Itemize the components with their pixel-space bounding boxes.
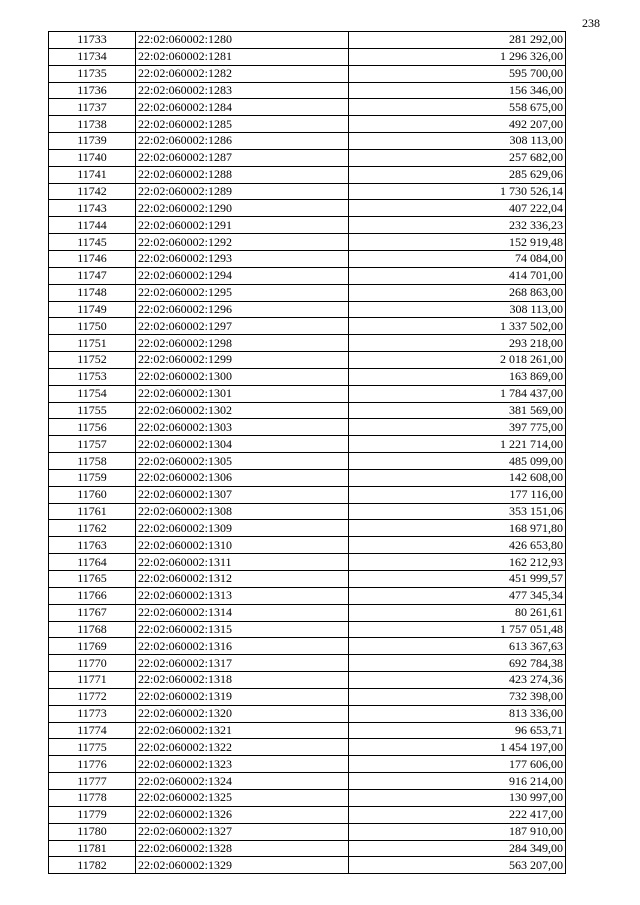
cadastral-value-cell: 152 919,48	[349, 234, 566, 251]
row-number-cell: 11767	[49, 604, 136, 621]
cadastral-number-cell: 22:02:060002:1297	[136, 318, 349, 335]
cadastral-value-cell: 485 099,00	[349, 453, 566, 470]
row-number-cell: 11779	[49, 806, 136, 823]
table-row	[49, 486, 566, 503]
cadastral-value-cell: 142 608,00	[349, 469, 566, 486]
cadastral-number-cell: 22:02:060002:1324	[136, 773, 349, 790]
cadastral-value-cell: 308 113,00	[349, 301, 566, 318]
cadastral-value-cell: 222 417,00	[349, 806, 566, 823]
cadastral-number-cell: 22:02:060002:1327	[136, 823, 349, 840]
table-row	[49, 739, 566, 756]
table-row	[49, 436, 566, 453]
cadastral-value-cell: 177 606,00	[349, 756, 566, 773]
row-number-cell: 11763	[49, 537, 136, 554]
table-row	[49, 419, 566, 436]
table-row	[49, 284, 566, 301]
cadastral-number-cell: 22:02:060002:1320	[136, 705, 349, 722]
cadastral-number-cell: 22:02:060002:1307	[136, 486, 349, 503]
cadastral-value-cell: 1 730 526,14	[349, 183, 566, 200]
cadastral-number-cell: 22:02:060002:1287	[136, 149, 349, 166]
table-row	[49, 149, 566, 166]
row-number-cell: 11737	[49, 99, 136, 116]
cadastral-value-cell: 268 863,00	[349, 284, 566, 301]
cadastral-value-cell: 187 910,00	[349, 823, 566, 840]
table-row	[49, 183, 566, 200]
table-row	[49, 756, 566, 773]
cadastral-value-cell: 1 784 437,00	[349, 385, 566, 402]
page-number: 238	[582, 16, 600, 30]
cadastral-value-cell: 813 336,00	[349, 705, 566, 722]
cadastral-value-cell: 168 971,80	[349, 520, 566, 537]
cadastral-number-cell: 22:02:060002:1302	[136, 402, 349, 419]
table-row	[49, 688, 566, 705]
table-row	[49, 402, 566, 419]
cadastral-value-cell: 1 221 714,00	[349, 436, 566, 453]
row-number-cell: 11748	[49, 284, 136, 301]
row-number-cell: 11756	[49, 419, 136, 436]
cadastral-number-cell: 22:02:060002:1285	[136, 116, 349, 133]
table-row	[49, 318, 566, 335]
cadastral-number-cell: 22:02:060002:1311	[136, 554, 349, 571]
cadastral-value-cell: 2 018 261,00	[349, 352, 566, 369]
cadastral-value-cell: 232 336,23	[349, 217, 566, 234]
cadastral-number-cell: 22:02:060002:1308	[136, 503, 349, 520]
cadastral-number-cell: 22:02:060002:1303	[136, 419, 349, 436]
table-row	[49, 385, 566, 402]
table-row	[49, 82, 566, 99]
table-row	[49, 335, 566, 352]
cadastral-value-cell: 492 207,00	[349, 116, 566, 133]
cadastral-value-cell: 916 214,00	[349, 773, 566, 790]
cadastral-value-cell: 74 084,00	[349, 250, 566, 267]
cadastral-number-cell: 22:02:060002:1301	[136, 385, 349, 402]
table-row	[49, 469, 566, 486]
table-row	[49, 200, 566, 217]
cadastral-value-cell: 732 398,00	[349, 688, 566, 705]
cadastral-number-cell: 22:02:060002:1291	[136, 217, 349, 234]
cadastral-value-cell: 285 629,06	[349, 166, 566, 183]
row-number-cell: 11741	[49, 166, 136, 183]
table-row	[49, 503, 566, 520]
row-number-cell: 11774	[49, 722, 136, 739]
cadastral-number-cell: 22:02:060002:1317	[136, 655, 349, 672]
cadastral-number-cell: 22:02:060002:1306	[136, 469, 349, 486]
cadastral-number-cell: 22:02:060002:1326	[136, 806, 349, 823]
row-number-cell: 11749	[49, 301, 136, 318]
table-row	[49, 638, 566, 655]
table-row	[49, 234, 566, 251]
table-row	[49, 65, 566, 82]
cadastral-number-cell: 22:02:060002:1280	[136, 32, 349, 49]
cadastral-value-cell: 563 207,00	[349, 857, 566, 874]
row-number-cell: 11771	[49, 672, 136, 689]
row-number-cell: 11762	[49, 520, 136, 537]
table-row	[49, 267, 566, 284]
cadastral-value-cell: 284 349,00	[349, 840, 566, 857]
row-number-cell: 11747	[49, 267, 136, 284]
row-number-cell: 11781	[49, 840, 136, 857]
cadastral-value-cell: 1 757 051,48	[349, 621, 566, 638]
row-number-cell: 11761	[49, 503, 136, 520]
cadastral-value-cell: 423 274,36	[349, 672, 566, 689]
cadastral-value-cell: 451 999,57	[349, 571, 566, 588]
cadastral-number-cell: 22:02:060002:1321	[136, 722, 349, 739]
cadastral-number-cell: 22:02:060002:1299	[136, 352, 349, 369]
cadastral-number-cell: 22:02:060002:1300	[136, 368, 349, 385]
cadastral-number-cell: 22:02:060002:1286	[136, 133, 349, 150]
row-number-cell: 11751	[49, 335, 136, 352]
table-row	[49, 655, 566, 672]
row-number-cell: 11742	[49, 183, 136, 200]
row-number-cell: 11755	[49, 402, 136, 419]
table-row	[49, 166, 566, 183]
row-number-cell: 11743	[49, 200, 136, 217]
cadastral-value-cell: 558 675,00	[349, 99, 566, 116]
cadastral-number-cell: 22:02:060002:1315	[136, 621, 349, 638]
cadastral-number-cell: 22:02:060002:1298	[136, 335, 349, 352]
cadastral-value-cell: 177 116,00	[349, 486, 566, 503]
table-row	[49, 368, 566, 385]
row-number-cell: 11759	[49, 469, 136, 486]
row-number-cell: 11753	[49, 368, 136, 385]
table-row	[49, 806, 566, 823]
row-number-cell: 11770	[49, 655, 136, 672]
cadastral-value-cell: 426 653,80	[349, 537, 566, 554]
cadastral-number-cell: 22:02:060002:1283	[136, 82, 349, 99]
cadastral-number-cell: 22:02:060002:1323	[136, 756, 349, 773]
cadastral-number-cell: 22:02:060002:1305	[136, 453, 349, 470]
row-number-cell: 11780	[49, 823, 136, 840]
table-row	[49, 823, 566, 840]
row-number-cell: 11775	[49, 739, 136, 756]
cadastral-value-table	[48, 31, 566, 874]
cadastral-number-cell: 22:02:060002:1310	[136, 537, 349, 554]
cadastral-value-cell: 257 682,00	[349, 149, 566, 166]
cadastral-value-cell: 80 261,61	[349, 604, 566, 621]
table-row	[49, 789, 566, 806]
table-row	[49, 672, 566, 689]
cadastral-number-cell: 22:02:060002:1313	[136, 587, 349, 604]
table-row	[49, 32, 566, 49]
table-row	[49, 116, 566, 133]
table-row	[49, 604, 566, 621]
row-number-cell: 11772	[49, 688, 136, 705]
cadastral-value-cell: 407 222,04	[349, 200, 566, 217]
cadastral-number-cell: 22:02:060002:1309	[136, 520, 349, 537]
cadastral-number-cell: 22:02:060002:1292	[136, 234, 349, 251]
cadastral-number-cell: 22:02:060002:1316	[136, 638, 349, 655]
cadastral-value-cell: 163 869,00	[349, 368, 566, 385]
row-number-cell: 11782	[49, 857, 136, 874]
row-number-cell: 11739	[49, 133, 136, 150]
row-number-cell: 11752	[49, 352, 136, 369]
cadastral-number-cell: 22:02:060002:1288	[136, 166, 349, 183]
table-body	[49, 32, 566, 874]
cadastral-number-cell: 22:02:060002:1314	[136, 604, 349, 621]
row-number-cell: 11776	[49, 756, 136, 773]
table-row	[49, 537, 566, 554]
cadastral-number-cell: 22:02:060002:1282	[136, 65, 349, 82]
row-number-cell: 11750	[49, 318, 136, 335]
cadastral-number-cell: 22:02:060002:1295	[136, 284, 349, 301]
row-number-cell: 11777	[49, 773, 136, 790]
row-number-cell: 11769	[49, 638, 136, 655]
cadastral-number-cell: 22:02:060002:1284	[136, 99, 349, 116]
table-row	[49, 453, 566, 470]
cadastral-number-cell: 22:02:060002:1296	[136, 301, 349, 318]
table-row	[49, 773, 566, 790]
cadastral-value-cell: 595 700,00	[349, 65, 566, 82]
cadastral-number-cell: 22:02:060002:1304	[136, 436, 349, 453]
cadastral-value-cell: 1 296 326,00	[349, 48, 566, 65]
row-number-cell: 11740	[49, 149, 136, 166]
cadastral-number-cell: 22:02:060002:1312	[136, 571, 349, 588]
row-number-cell: 11773	[49, 705, 136, 722]
table-row	[49, 554, 566, 571]
cadastral-value-cell: 293 218,00	[349, 335, 566, 352]
cadastral-number-cell: 22:02:060002:1319	[136, 688, 349, 705]
table-row	[49, 133, 566, 150]
table-row	[49, 621, 566, 638]
table-row	[49, 352, 566, 369]
row-number-cell: 11735	[49, 65, 136, 82]
row-number-cell: 11766	[49, 587, 136, 604]
cadastral-value-cell: 477 345,34	[349, 587, 566, 604]
row-number-cell: 11760	[49, 486, 136, 503]
cadastral-value-cell: 353 151,06	[349, 503, 566, 520]
cadastral-number-cell: 22:02:060002:1281	[136, 48, 349, 65]
table-row	[49, 250, 566, 267]
cadastral-number-cell: 22:02:060002:1322	[136, 739, 349, 756]
cadastral-value-cell: 162 212,93	[349, 554, 566, 571]
table-row	[49, 705, 566, 722]
row-number-cell: 11734	[49, 48, 136, 65]
cadastral-value-cell: 308 113,00	[349, 133, 566, 150]
cadastral-value-cell: 381 569,00	[349, 402, 566, 419]
cadastral-number-cell: 22:02:060002:1289	[136, 183, 349, 200]
table-row	[49, 301, 566, 318]
cadastral-value-cell: 96 653,71	[349, 722, 566, 739]
cadastral-value-cell: 692 784,38	[349, 655, 566, 672]
cadastral-number-cell: 22:02:060002:1290	[136, 200, 349, 217]
table-row	[49, 99, 566, 116]
cadastral-value-cell: 397 775,00	[349, 419, 566, 436]
row-number-cell: 11778	[49, 789, 136, 806]
cadastral-number-cell: 22:02:060002:1325	[136, 789, 349, 806]
row-number-cell: 11738	[49, 116, 136, 133]
row-number-cell: 11744	[49, 217, 136, 234]
cadastral-value-cell: 1 454 197,00	[349, 739, 566, 756]
table-row	[49, 520, 566, 537]
cadastral-value-cell: 281 292,00	[349, 32, 566, 49]
cadastral-value-cell: 613 367,63	[349, 638, 566, 655]
table-row	[49, 840, 566, 857]
cadastral-value-cell: 130 997,00	[349, 789, 566, 806]
row-number-cell: 11745	[49, 234, 136, 251]
table-row	[49, 571, 566, 588]
cadastral-number-cell: 22:02:060002:1328	[136, 840, 349, 857]
table-row	[49, 722, 566, 739]
table-row	[49, 217, 566, 234]
cadastral-value-cell: 414 701,00	[349, 267, 566, 284]
cadastral-value-cell: 1 337 502,00	[349, 318, 566, 335]
row-number-cell: 11754	[49, 385, 136, 402]
table-row	[49, 857, 566, 874]
cadastral-number-cell: 22:02:060002:1293	[136, 250, 349, 267]
cadastral-number-cell: 22:02:060002:1329	[136, 857, 349, 874]
cadastral-number-cell: 22:02:060002:1294	[136, 267, 349, 284]
row-number-cell: 11757	[49, 436, 136, 453]
row-number-cell: 11733	[49, 32, 136, 49]
cadastral-number-cell: 22:02:060002:1318	[136, 672, 349, 689]
row-number-cell: 11758	[49, 453, 136, 470]
table-row	[49, 48, 566, 65]
row-number-cell: 11768	[49, 621, 136, 638]
row-number-cell: 11746	[49, 250, 136, 267]
row-number-cell: 11764	[49, 554, 136, 571]
table-row	[49, 587, 566, 604]
row-number-cell: 11765	[49, 571, 136, 588]
row-number-cell: 11736	[49, 82, 136, 99]
cadastral-value-cell: 156 346,00	[349, 82, 566, 99]
